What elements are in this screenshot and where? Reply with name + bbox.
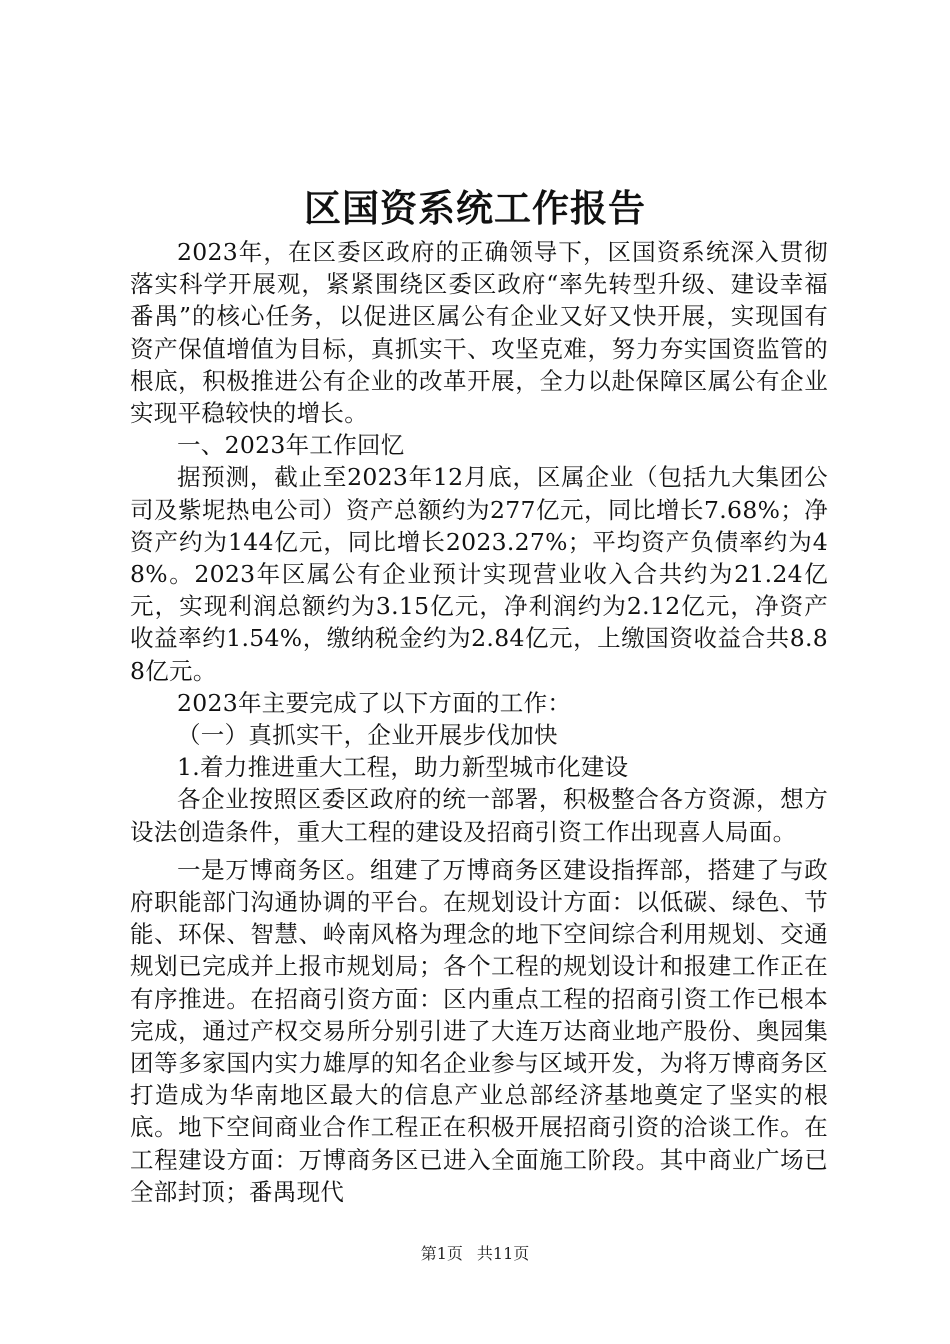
page-total: 共11页	[476, 1244, 530, 1263]
document-title: 区国资系统工作报告	[304, 186, 646, 230]
subsection-heading: （一）真抓实干，企业开展步伐加快	[177, 721, 558, 750]
page-number: 第1页	[420, 1244, 463, 1263]
item-heading: 1.着力推进重大工程，助力新型城市化建设	[177, 753, 629, 782]
paragraph-projects: 各企业按照区委区政府的统一部署，积极整合各方资源，想方设法创造条件，重大工程的建设及招商引资工作出现喜人局面。	[130, 785, 828, 846]
section-heading: 一、2023年工作回忆	[177, 431, 405, 460]
page-footer	[0, 1244, 950, 1264]
paragraph-wanbo: 一是万博商务区。组建了万博商务区建设指挥部，搭建了与政府职能部门沟通协调的平台。在规划设计方面：以低碳、绿色、节能、环保、智慧、岭南风格为理念的地下空间综合利用规划、交通规划已完成并上报市规划局；各个工程的规划设计和报建工作正在有序推进。在招商引资方面：区内重点工程的招商引资工作已根本完成，通过产权交易所分别引进了大连万达商业地产股份、奥园集团等多家国内实力雄厚的知名企业参与区域开发，为将万博商务区打造成为华南地区最大的信息产业总部经济基地奠定了坚实的根底。地下空间商业合作工程正在积极开展招商引资的洽谈工作。在工程建设方面：万博商务区已进入全面施工阶段。其中商业广场已全部封顶；番禺现代	[130, 855, 828, 1206]
paragraph-summary-lead: 2023年主要完成了以下方面的工作：	[177, 688, 572, 717]
document-body	[130, 236, 828, 1208]
paragraph-intro: 2023年，在区委区政府的正确领导下，区国资系统深入贯彻落实科学开展观，紧紧围绕区委区政府“率先转型升级、建设幸福番禺”的核心任务，以促进区属公有企业又好又快开展，实现国有资产保值增值为目标，真抓实干、攻坚克难，努力夯实国资监管的根底，积极推进公有企业的改革开展，全力以赴保障区属公有企业实现平稳较快的增长。	[130, 238, 828, 428]
paragraph-figures: 据预测，截止至2023年12月底，区属企业（包括九大集团公司及紫坭热电公司）资产总额约为277亿元，同比增长7.68%；净资产约为144亿元，同比增长2023.27%；平均资产负债率约为48%。2023年区属公有企业预计实现营业收入合共约为21.24亿元，实现利润总额约为3.15亿元，净利润约为2.12亿元，净资产收益率约1.54%，缴纳税金约为2.84亿元，上缴国资收益合共8.88亿元。	[130, 463, 828, 685]
